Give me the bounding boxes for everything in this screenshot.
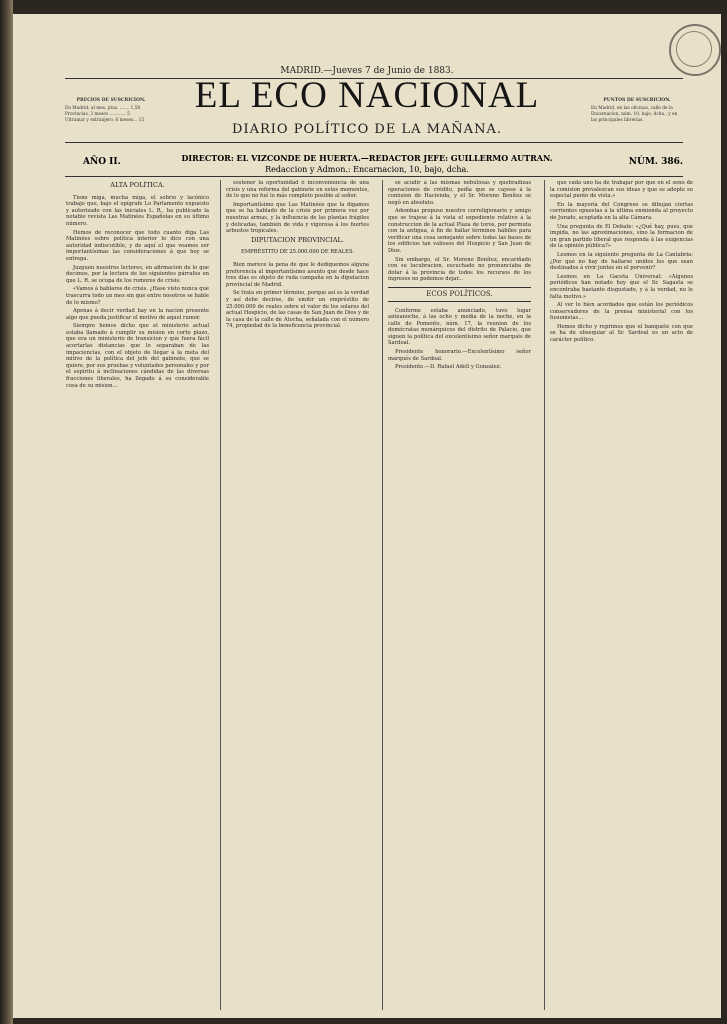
paragraph: Adembas propuso nuestro correligionario y amigo que se trajese á la vista el expediente relativo á la construccion de la actual Plaza de toros, por permuta con la antigua, á fin de hallar términos hábiles para verificar una cosa semejante sobre todas las bases de los edificios tan valiosos del Hospicio y San Juan de Dios. bbox=[388, 208, 531, 254]
section-subheading: EMPRÉSTITO DE 25.000.000 DE REALES. bbox=[241, 249, 354, 256]
paragraph: Se trata en primer término, porque así es la verdad y así debe decirse, de emitir un empréstito de 25.000.000 de reales sobre el valor de los solares del actual Hospicio, de las casas de San Juan de Dios y de la casa de la calle de Atocha, señalada con el número 74, propiedad de la beneficencia provincial. bbox=[226, 290, 369, 330]
paragraph: Lesmos en La Gaceta Universal: «Algunos periódicos han notado hoy que el Sr. Sagasta se encontraba bastante disgustado, y á la verdad, no le falta motivo.» bbox=[550, 273, 693, 300]
column-divider bbox=[382, 180, 383, 1010]
paragraph: Hemos dicho y reprimos que el banquete con que se ha de obsequiar al Sr. Sardoal es un acto de carácter político. bbox=[550, 323, 693, 344]
paragraph: Importantísimo que Las Matinées que la digamos que se ha hablado de la crisis por primera vez por nuestras armas, y la influencia de las plantas frágiles y delicadas, también de vida y vigorosa á los fuertes arbustos tropicales. bbox=[226, 201, 369, 235]
masthead-subtitle: DIARIO POLÍTICO DE LA MAÑANA. bbox=[232, 122, 502, 137]
paragraph: Una pregunta de El Debate: «¿Qué hay, pues, que impida, no las aproximaciones, sino la formacion de un gran partido liberal que responda á las exigencias de la opinión pública?» bbox=[550, 223, 693, 250]
paragraph: Tiene miga, mucha miga, el sobrio y lacónico trabajo que, bajo el epígrafe Lo Parlamento expuesto y autorizado con las iniciales L. R., ha publicado la notable revista Las Matinées Españolas en su último número. bbox=[66, 194, 209, 227]
paragraph: sostener la oportunidad ó inconveniencia de una crisis y una reforma del gabinete en estos momentos, de lo que no fué lo más completo posible al señor. bbox=[226, 180, 369, 200]
paragraph: Presidente honorario.—Excelentísimo señor marqués de Sardoal. bbox=[388, 349, 531, 362]
paragraph: En la mayoría del Congreso se dibujan ciertas corrientes opuestas á la última enmienda al proyecto de Jurado, aceptada en la alta Cámara. bbox=[550, 201, 693, 221]
section-heading: DIPUTACION PROVINCIAL. bbox=[251, 235, 344, 244]
price-line: Ultramar y extranjero, 6 meses... 15 bbox=[65, 118, 145, 123]
section-heading: ECOS POLÍTICOS. bbox=[388, 287, 531, 302]
book-spine bbox=[0, 0, 13, 1024]
paragraph: Presidente.—D. Rafael Adell y Gonzalez. bbox=[395, 364, 502, 371]
editorial-address: Redaccion y Admon.: Encarnacion, 10, bajo, dcha. bbox=[265, 165, 469, 174]
paragraph: se acudir á las mismas nebulosas y quebradizas operaciones de crédito, pedía que se cayese á la comision de Hacienda, y el Sr. Moreno Benítez se negó en absoluto. bbox=[388, 180, 531, 206]
article-columns bbox=[66, 180, 694, 1010]
masthead-title: EL ECO NACIONAL bbox=[194, 75, 540, 116]
column-3 bbox=[388, 180, 531, 1010]
newspaper-page bbox=[13, 14, 721, 1018]
paragraph: Hemos de reconocer que todo cuanto diga Las Matinées sobre política interior lo dice con una autoridad indiscutible, y de aquí el que veamos ser importantísimas las consideraciones á que hoy se entrega. bbox=[66, 229, 209, 262]
subscription-points-box bbox=[591, 98, 683, 124]
paragraph: Bien merece la pena de que le dediquemos alguna preferencia al importantísimo asunto que desde hace tres días es objeto de ruda campaña en la diputacion provincial de Madrid. bbox=[226, 261, 369, 288]
column-1 bbox=[66, 180, 209, 1010]
column-divider bbox=[544, 180, 545, 1010]
paragraph: «Vamos á hablaros de crisis. ¿Hase visto nunca que trascurra todo un mes sin que entre nosotros se hable de lo mismo? bbox=[66, 286, 209, 306]
column-2 bbox=[226, 180, 369, 1010]
subscription-points-heading: PUNTOS DE SUSCRICION. bbox=[603, 98, 671, 103]
paragraph: Al ver lo bien acordados que están los periódicos conservadores de la prensa ministerial con los fusionistas... bbox=[550, 302, 693, 322]
paragraph: Juzguen nuestros lectores, en afirmacion de lo que decimos, por la lectura de los siguientes párrafos en que L. R. se ocupa de los rumores de crisis: bbox=[66, 264, 209, 284]
paragraph: Apenas á decir verdad hay en la nacion presente algo que pueda justificar el motivo de aquel rumor. bbox=[66, 308, 209, 321]
price-line: En Madrid, al mes, ptas. ....... 1,50 bbox=[65, 106, 141, 111]
director-line: DIRECTOR: EL VIZCONDE DE HUERTA.—REDACTOR JEFE: GUILLERMO AUTRAN. bbox=[181, 153, 553, 163]
points-line: En Madrid, en las oficinas, calle de la Encarnacion, núm. 10, bajo, dcha., y en las principales librerías. bbox=[591, 106, 678, 123]
header-rule-bottom bbox=[65, 176, 683, 177]
column-divider bbox=[220, 180, 221, 1010]
paragraph: Conforme estaba anunciado, tuvo lugar anteanoche, á las ocho y media de la noche, en la calle de Pomento, núm. 17, la reunion de los demócratas monárquicos del distrito de Palacio, que siguen la política del excelentísimo señor marqués de Sardoal. bbox=[388, 307, 531, 347]
year-label: AÑO II. bbox=[83, 157, 121, 167]
column-4 bbox=[550, 180, 693, 1010]
column-title: ALTA POLÍTICA. bbox=[110, 181, 165, 189]
dateline: MADRID.—Jueves 7 de Junio de 1883. bbox=[280, 66, 454, 76]
paragraph: Siempre hemos dicho que el ministerio actual estaba llamado á cumplir su mision en corto plazo, que era un ministerio de transicion y que fuera fácil acortarlas distancias que lo separaban de las impaciencias, con el objeto de llegar á la meta del mitivo de la política del jefe del gabinete, que se quiere, por sus pruebas y voluntades personales y por el espíritu á inclinaciones cándidas de las diversas fracciones liberales, ha llegado á su considerable cosa de su mision... bbox=[66, 323, 209, 389]
paragraph: Lesmos en la siguiente pregunta de La Cantabria: ¿Por qué no hay de hallarse unidos los que sean destinados á vivir juntos en el porvenir? bbox=[550, 251, 693, 272]
paragraph: que cada uno ha de trabajar por que en el seno de la comision prevalezcan sus ideas y que se adopte su especial punto de vista.» bbox=[550, 180, 693, 200]
paragraph: Sin embargo, el Sr. Moreno Benítez, encariñado con su lucubracion, escuchado no pronunciaba de dotar á la provincia de todos los recursos de los ingresos no podemos dejar... bbox=[388, 256, 531, 283]
price-line: Provincias, 3 meses ............ 5 bbox=[65, 112, 130, 117]
subscription-prices-heading: PRECIOS DE SUSCRICION. bbox=[76, 98, 146, 103]
issue-number: NÚM. 386. bbox=[628, 157, 683, 167]
header-rule-middle bbox=[65, 142, 683, 143]
